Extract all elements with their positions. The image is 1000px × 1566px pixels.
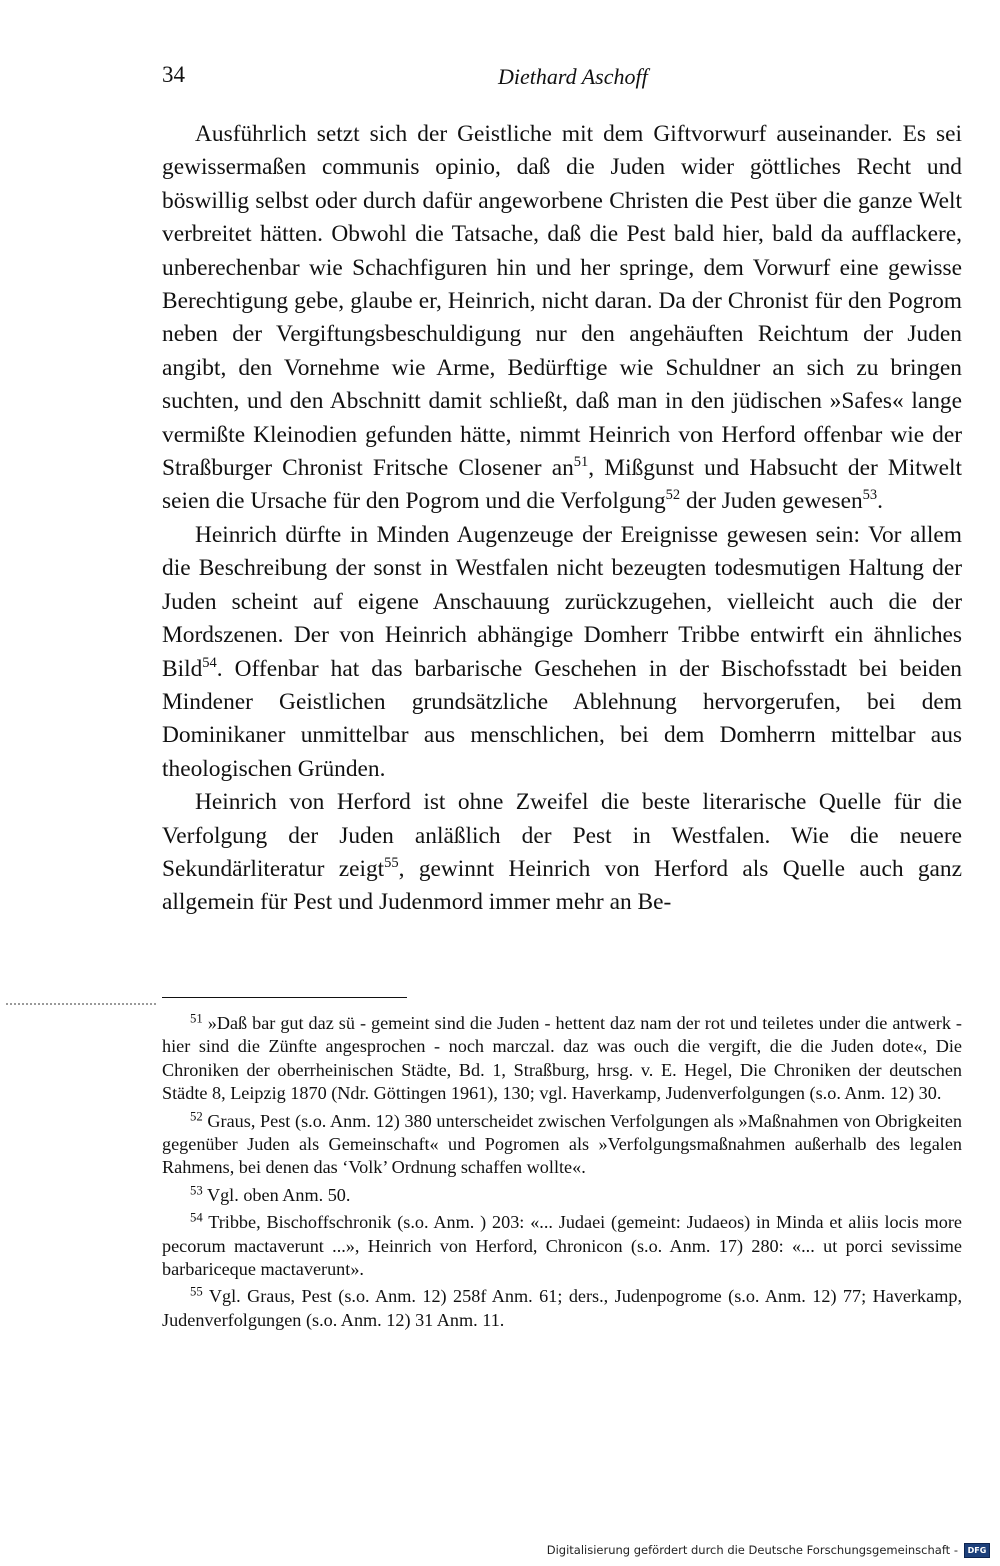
paragraph-3: Heinrich von Herford ist ohne Zweifel die beste literarische Quelle für die Verfolgung der Juden anläßlich der Pest in Westfalen. Wie die neuere Sekundärliteratur zeigt$^{55}$, gewinnt Heinrich von Herford als Quelle auch ganz allgemein für Pest und Judenmord immer mehr an Be-: [162, 789, 962, 916]
body-text: [162, 118, 962, 920]
footnote-ref-53[interactable]: 53: [862, 487, 878, 504]
running-head: [162, 62, 962, 92]
footnote-54: $^{54}$ Tribbe, Bischoffschronik (s.o. Anm. ) 203: «... Judaei (gemeint: Judaeos) in Minda et aliis locis more pecorum mactaverunt ...», Heinrich von Herford, Chronicon (s.o. Anm. 17) 280: «... ut porci sevissime barbariceque mactaverunt».: [162, 1210, 962, 1280]
footnote-55: $^{55}$ Vgl. Graus, Pest (s.o. Anm. 12) 258f Anm. 61; ders., Judenpogrome (s.o. Anm. 12) 77; Haverkamp, Judenverfolgungen (s.o. Anm. 12) 31 Anm. 11.: [162, 1285, 962, 1330]
footnote-ref-52[interactable]: 52: [665, 487, 681, 504]
footnote-ref-51[interactable]: 51: [573, 454, 589, 471]
footnote-51: $^{51}$ »Daß bar gut daz sü - gemeint sind die Juden - hettent daz nam der rot und teiletes under die antwerk - hier sind die Zünfte angesprochen - noch marczal. daz was ouch die vergift, die die Juden dote«, Die Chroniken der oberrheinischen Städte, Bd. 1, Straßburg, hrsg. v. E. Hegel, Die Chroniken der deutschen Städte 8, Leipzig 1870 (Ndr. Göttingen 1961), 130; vgl. Haverkamp, Judenverfolgungen (s.o. Anm. 12) 30.: [162, 1011, 962, 1104]
footnote-rule: [162, 997, 407, 998]
dotted-guide-line: [6, 1003, 156, 1005]
digitization-credit-text: Digitalisierung gefördert durch die Deutsche Forschungsgemeinschaft -: [546, 1543, 958, 1557]
running-title: Diethard Aschoff: [498, 64, 648, 89]
dfg-logo-icon[interactable]: DFG: [964, 1543, 990, 1558]
footnote-ref-55[interactable]: 55: [384, 854, 399, 871]
footnote-53: $^{53}$ Vgl. oben Anm. 50.: [190, 1183, 351, 1205]
digitization-credit: [547, 1542, 990, 1558]
paragraph-1: Ausführlich setzt sich der Geistliche mit dem Giftvorwurf auseinander. Es sei gewissermaßen communis opinio, daß die Juden wider göttliches Recht und böswillig selbst oder durch dafür angeworbene Christen die Pest über die ganze Welt verbreitet hätten. Obwohl die Tatsache, daß die Pest bald hier, bald da aufflackere, unberechenbar wie Schachfiguren hin und her springe, dem Vorwurf eine gewisse Berechtigung gebe, glaube er, Heinrich, nicht daran. Da der Chronist für den Pogrom neben der Vergiftungsbeschuldigung nur den angehäuften Reichtum der Juden angibt, den Vornehme wie Arme, Bedürftige wie Schuldner an sich zu bringen suchten, und den Abschnitt damit schließt, daß man in den jüdischen »Safes« lange vermißte Kleinodien gefunden hätte, nimmt Heinrich von Herford offenbar wie der Straßburger Chronist Fritsche Closener $an^{51}$, Mißgunst und Habsucht der Mitwelt seien die Ursache für den Pogrom und die Verfolgung$^{52}$ der Juden gewesen$^{53}$.: [162, 121, 962, 515]
footnote-ref-54[interactable]: 54: [202, 654, 217, 671]
footnote-52: $^{52}$ Graus, Pest (s.o. Anm. 12) 380 unterscheidet zwischen Verfolgungen als »Maßnahmen von Obrigkeiten gegenüber Juden als Gemeinschaft« und Pogromen als »Verfolgungsmaßnahmen außerhalb des legalen Rahmens, bei denen das ‘Volk’ Ordnung schaffen wollte«.: [162, 1109, 962, 1178]
footnotes: [162, 1012, 962, 1336]
paragraph-2: Heinrich dürfte in Minden Augenzeuge der Ereignisse gewesen sein: Vor allem die Beschreibung der sonst in Westfalen nicht bezeugten todesmutigen Haltung der Juden scheint auf eigene Anschauung zurückzugehen, vielleicht auch die der Mordszenen. Der von Heinrich abhängige Domherr Tribbe entwirft ein ähnliches Bild$^{54}$. Offenbar hat das barbarische Geschehen in der Bischofsstadt bei beiden Mindener Geistlichen grundsätzliche Ablehnung hervorgerufen, bei dem Dominikaner unmittelbar aus menschlichen, bei dem Domherrn mittelbar aus theologischen Gründen.: [162, 521, 962, 782]
page-number: 34: [162, 62, 185, 87]
